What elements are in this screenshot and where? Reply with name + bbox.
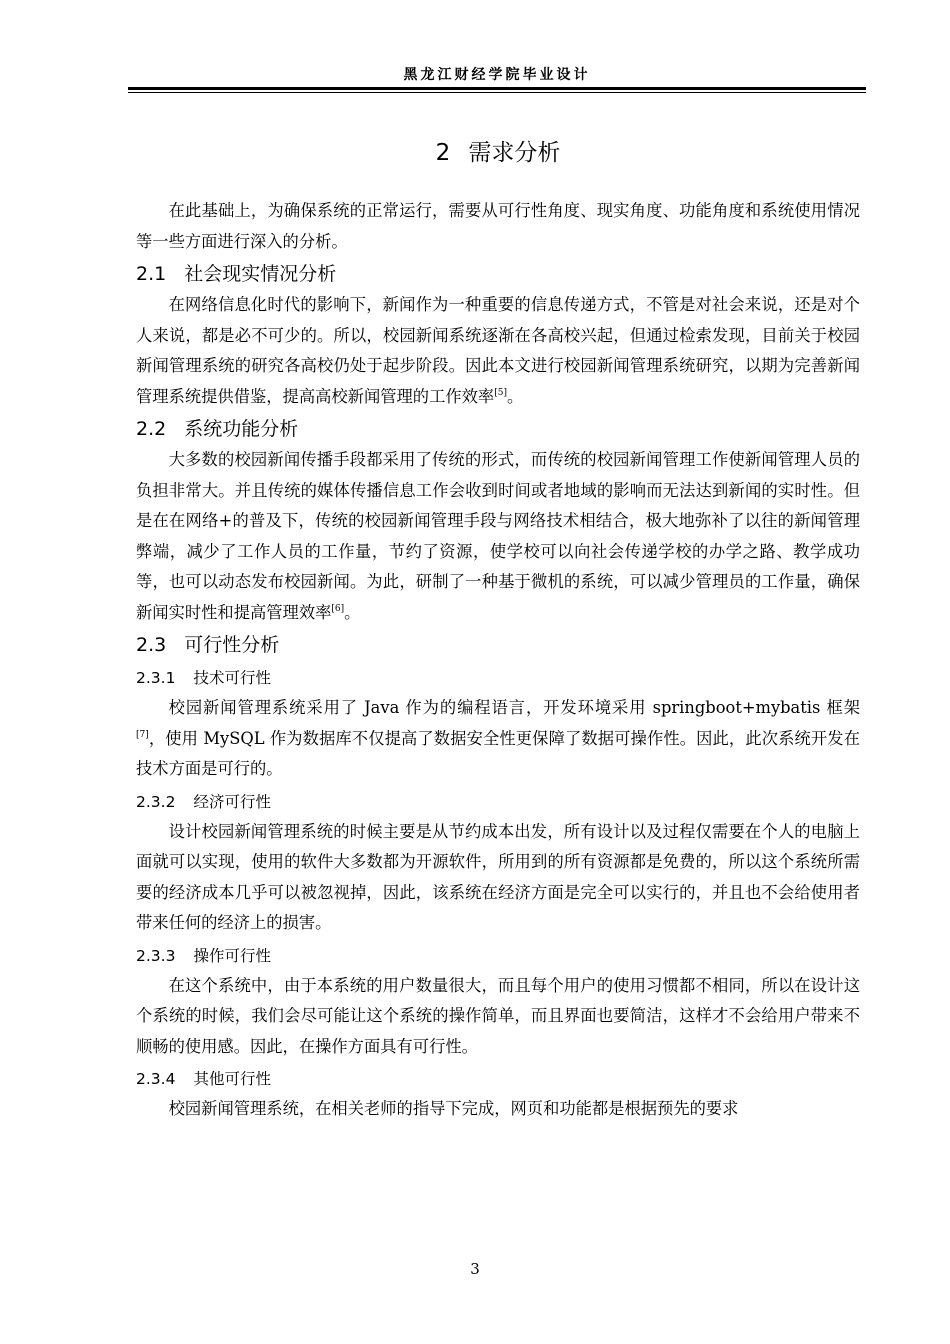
subsection-number: 2.3.4 <box>136 1070 176 1088</box>
chapter-heading <box>136 134 860 172</box>
section-heading-2-3 <box>136 629 860 661</box>
subsection-heading-2-3-1 <box>136 663 860 693</box>
page-body <box>136 134 860 1125</box>
section-number: 2.1 <box>136 263 167 285</box>
paragraph-text-continued: ，使用 MySQL 作为数据库不仅提高了数据安全性更保障了数据可操作性。因此，此次系统开发在技术方面是可行的。 <box>136 728 860 778</box>
subsection-title: 操作可行性 <box>193 946 271 965</box>
header-rule-thin <box>128 92 866 93</box>
citation: [5] <box>494 387 507 398</box>
subsection-heading-2-3-3 <box>136 941 860 971</box>
subsection-number: 2.3.1 <box>136 669 176 687</box>
section-2-2-paragraph <box>136 445 860 628</box>
paragraph-text: 校园新闻管理系统采用了 Java 作为的编程语言，开发环境采用 springboot+mybatis 框架 <box>168 698 860 717</box>
citation: [7] <box>136 729 149 740</box>
paragraph-end: 。 <box>506 386 524 406</box>
intro-paragraph: 在此基础上，为确保系统的正常运行，需要从可行性角度、现实角度、功能角度和系统使用情况等一些方面进行深入的分析。 <box>136 201 860 251</box>
subsection-2-3-4-paragraph: 校园新闻管理系统，在相关老师的指导下完成，网页和功能都是根据预先的要求 <box>168 1099 739 1118</box>
running-header: 黑龙江财经学院毕业设计 <box>403 67 591 83</box>
section-number: 2.3 <box>136 634 167 656</box>
citation: [6] <box>331 603 345 614</box>
subsection-heading-2-3-2 <box>136 787 860 817</box>
paragraph-text: 大多数的校园新闻传播手段都采用了传统的形式，而传统的校园新闻管理工作使新闻管理人员的负担非常大。并且传统的媒体传播信息工作会收到时间或者地域的影响而无法达到新闻的实时性。但是在在网络+的普及下，传统的校园新闻管理手段与网络技术相结合，极大地弥补了以往的新闻管理弊端，减少了工作人员的工作量，节约了资源，使学校可以向社会传递学校的办学之路、教学成功等，也可以动态发布校园新闻。为此，研制了一种基于微机的系统，可以减少管理员的工作量，确保新闻实时性和提高管理效率 <box>136 450 860 622</box>
subsection-2-3-2-paragraph: 设计校园新闻管理系统的时候主要是从节约成本出发，所有设计以及过程仅需要在个人的电脑上面就可以实现，使用的软件大多数都为开源软件，所用到的所有资源都是免费的，所以这个系统所需要的经济成本几乎可以被忽视掉，因此，该系统在经济方面是完全可以实行的，并且也不会给使用者带来任何的经济上的损害。 <box>136 821 860 932</box>
section-title: 系统功能分析 <box>184 418 299 440</box>
section-heading-2-2 <box>136 413 860 445</box>
subsection-2-3-1-paragraph <box>136 693 860 785</box>
subsection-heading-2-3-4 <box>136 1064 860 1094</box>
paragraph-end: 。 <box>344 602 361 622</box>
chapter-number: 2 <box>435 140 451 166</box>
subsection-title: 其他可行性 <box>193 1070 271 1088</box>
subsection-number: 2.3.2 <box>136 792 176 811</box>
paragraph-text: 在网络信息化时代的影响下，新闻作为一种重要的信息传递方式，不管是对社会来说，还是对个人来说，都是必不可少的。所以，校园新闻系统逐渐在各高校兴起，但通过检索发现，目前关于校园新闻管理系统的研究各高校仍处于起步阶段。因此本文进行校园新闻管理系统研究，以期为完善新闻管理系统提供借鉴，提高高校新闻管理的工作效率 <box>136 295 860 406</box>
section-title: 社会现实情况分析 <box>184 263 337 285</box>
subsection-title: 技术可行性 <box>193 669 271 687</box>
header-rule-thick <box>128 87 866 90</box>
section-title: 可行性分析 <box>184 634 280 656</box>
subsection-title: 经济可行性 <box>193 792 271 811</box>
page-number: 3 <box>470 1260 480 1278</box>
section-heading-2-1 <box>136 258 860 290</box>
chapter-title: 需求分析 <box>468 140 561 166</box>
subsection-number: 2.3.3 <box>136 946 176 965</box>
section-number: 2.2 <box>136 418 167 440</box>
section-2-1-paragraph <box>136 290 860 412</box>
subsection-2-3-3-paragraph: 在这个系统中，由于本系统的用户数量很大，而且每个用户的使用习惯都不相同，所以在设计这个系统的时候，我们会尽可能让这个系统的操作简单，而且界面也要简洁，这样才不会给用户带来不顺畅的使用感。因此，在操作方面具有可行性。 <box>136 975 860 1056</box>
